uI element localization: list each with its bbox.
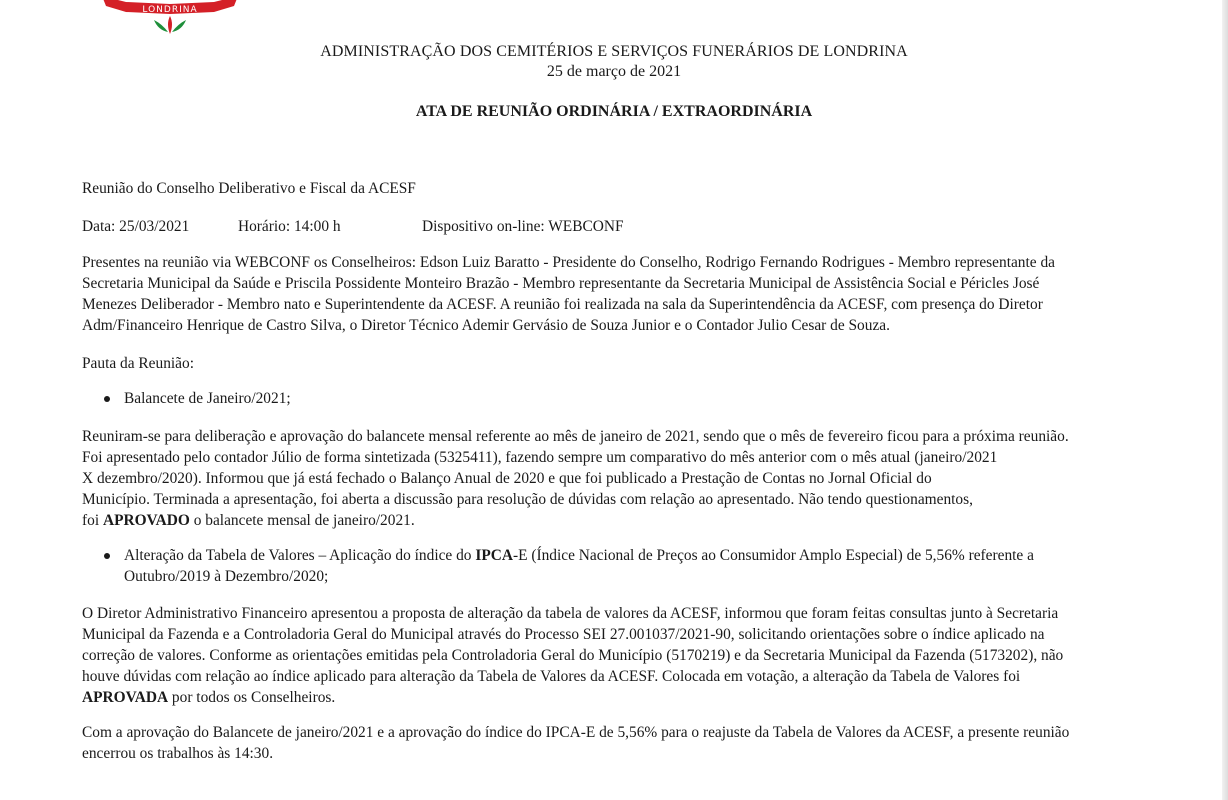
paragraph-line <box>82 510 1162 531</box>
paragraph-line: houve dúvidas com relação ao índice aplicado para alteração da Tabela de Valores da ACESF. Colocada em votação, a alteração da Tabela de Valores foi <box>82 668 1021 685</box>
text-fragment: por todos os Conselheiros. <box>168 689 336 706</box>
text-fragment: foi <box>82 512 103 529</box>
paragraph-line: Secretaria Municipal da Saúde e Priscila Possidente Monteiro Brazão - Membro representante da Secretaria Municipal de Assistência Social e Péricles José <box>82 275 1040 292</box>
document-title: ATA DE REUNIÃO ORDINÁRIA / EXTRAORDINÁRIA <box>415 103 813 120</box>
header-date: 25 de março de 2021 <box>546 63 682 80</box>
text-fragment: o balancete mensal de janeiro/2021. <box>189 512 415 529</box>
closing-paragraph <box>82 722 1162 764</box>
paragraph-line <box>82 687 1162 708</box>
approved-label: APROVADA <box>82 689 169 706</box>
item2-paragraph <box>82 603 1162 708</box>
paragraph-line: Presentes na reunião via WEBCONF os Conselheiros: Edson Luiz Baratto - Presidente do Conselho, Rodrigo Fernando Rodrigues - Membro representante da <box>82 254 1055 271</box>
paragraph-line: encerrou os trabalhos às 14:30. <box>82 745 274 762</box>
meeting-name: Reunião do Conselho Deliberativo e Fiscal da ACESF <box>82 180 416 197</box>
paragraph-line: Foi apresentado pelo contador Júlio de forma sintetizada (5325411), fazendo sempre um comparativo do mês anterior com o mês atual (janeiro/2021 <box>82 449 998 466</box>
paragraph-line: Reuniram-se para deliberação e aprovação do balancete mensal referente ao mês de janeiro de 2021, sendo que o mês de fevereiro ficou para a próxima reunião. <box>82 428 1069 445</box>
agenda-item-1 <box>104 388 1144 409</box>
page-edge <box>1222 0 1228 800</box>
paragraph-line: Adm/Financeiro Henrique de Castro Silva, o Diretor Técnico Ademir Gervásio de Souza Junior e o Contador Julio Cesar de Souza. <box>82 317 890 334</box>
ipca-label: IPCA <box>475 547 513 564</box>
paragraph-line: O Diretor Administrativo Financeiro apresentou a proposta de alteração da tabela de valores da ACESF, informou que foram feitas consultas junto à Secretaria <box>82 605 1059 622</box>
bullet-icon <box>104 396 110 402</box>
meeting-info <box>82 216 1162 237</box>
info-time: Horário: 14:00 h <box>238 218 341 235</box>
text-fragment: Alteração da Tabela de Valores – Aplicação do índice do <box>124 547 476 564</box>
bullet-icon <box>104 553 110 559</box>
paragraph-line: correção de valores. Conforme as orientações emitidas pela Controladoria Geral do Município (5170219) e da Secretaria Municipal da Fazenda (5173202), não <box>82 647 1064 664</box>
info-date: Data: 25/03/2021 <box>82 218 190 235</box>
paragraph-line: X dezembro/2020). Informou que já está fechado o Balanço Anual de 2020 e que foi publicado a Prestação de Contas no Jornal Oficial do <box>82 470 932 487</box>
paragraph-line: Município. Terminada a apresentação, foi aberta a discussão para resolução de dúvidas com relação ao apresentado. Não tendo questionamentos, <box>82 491 973 508</box>
text-fragment: -E (Índice Nacional de Preços ao Consumidor Amplo Especial) de 5,56% referente a <box>512 547 1034 564</box>
approved-label: APROVADO <box>102 512 190 529</box>
agenda-item-2 <box>104 545 1144 587</box>
document-header <box>0 42 1228 82</box>
text-fragment: Outubro/2019 à Dezembro/2020; <box>124 568 329 585</box>
agenda-label: Pauta da Reunião: <box>82 355 194 372</box>
londrina-logo <box>98 0 242 36</box>
attendees-paragraph <box>82 252 1162 336</box>
logo-leaf-right <box>172 20 186 32</box>
agenda-item-1-text: Balancete de Janeiro/2021; <box>124 390 291 407</box>
paragraph-line: Municipal da Fazenda e a Controladoria Geral do Municipal através do Processo SEI 27.001037/2021-90, solicitando orientações sobre o índice aplicado na <box>82 626 1045 643</box>
paragraph-line: Com a aprovação do Balancete de janeiro/2021 e a aprovação do índice do IPCA-E de 5,56% para o reajuste da Tabela de Valores da ACESF, a presente reunião <box>82 724 1070 741</box>
item1-paragraph <box>82 426 1162 531</box>
info-device: Dispositivo on-line: WEBCONF <box>422 218 624 235</box>
logo-leaf-center <box>168 16 172 34</box>
logo-leaf-left <box>154 20 168 32</box>
agenda-item-2-text <box>124 545 1144 587</box>
organization-name: ADMINISTRAÇÃO DOS CEMITÉRIOS E SERVIÇOS FUNERÁRIOS DE LONDRINA <box>320 43 908 60</box>
logo-text: LONDRINA <box>142 5 198 15</box>
paragraph-line: Menezes Deliberador - Membro nato e Superintendente da ACESF. A reunião foi realizada na sala da Superintendência da ACESF, com presença do Diretor <box>82 296 1043 313</box>
